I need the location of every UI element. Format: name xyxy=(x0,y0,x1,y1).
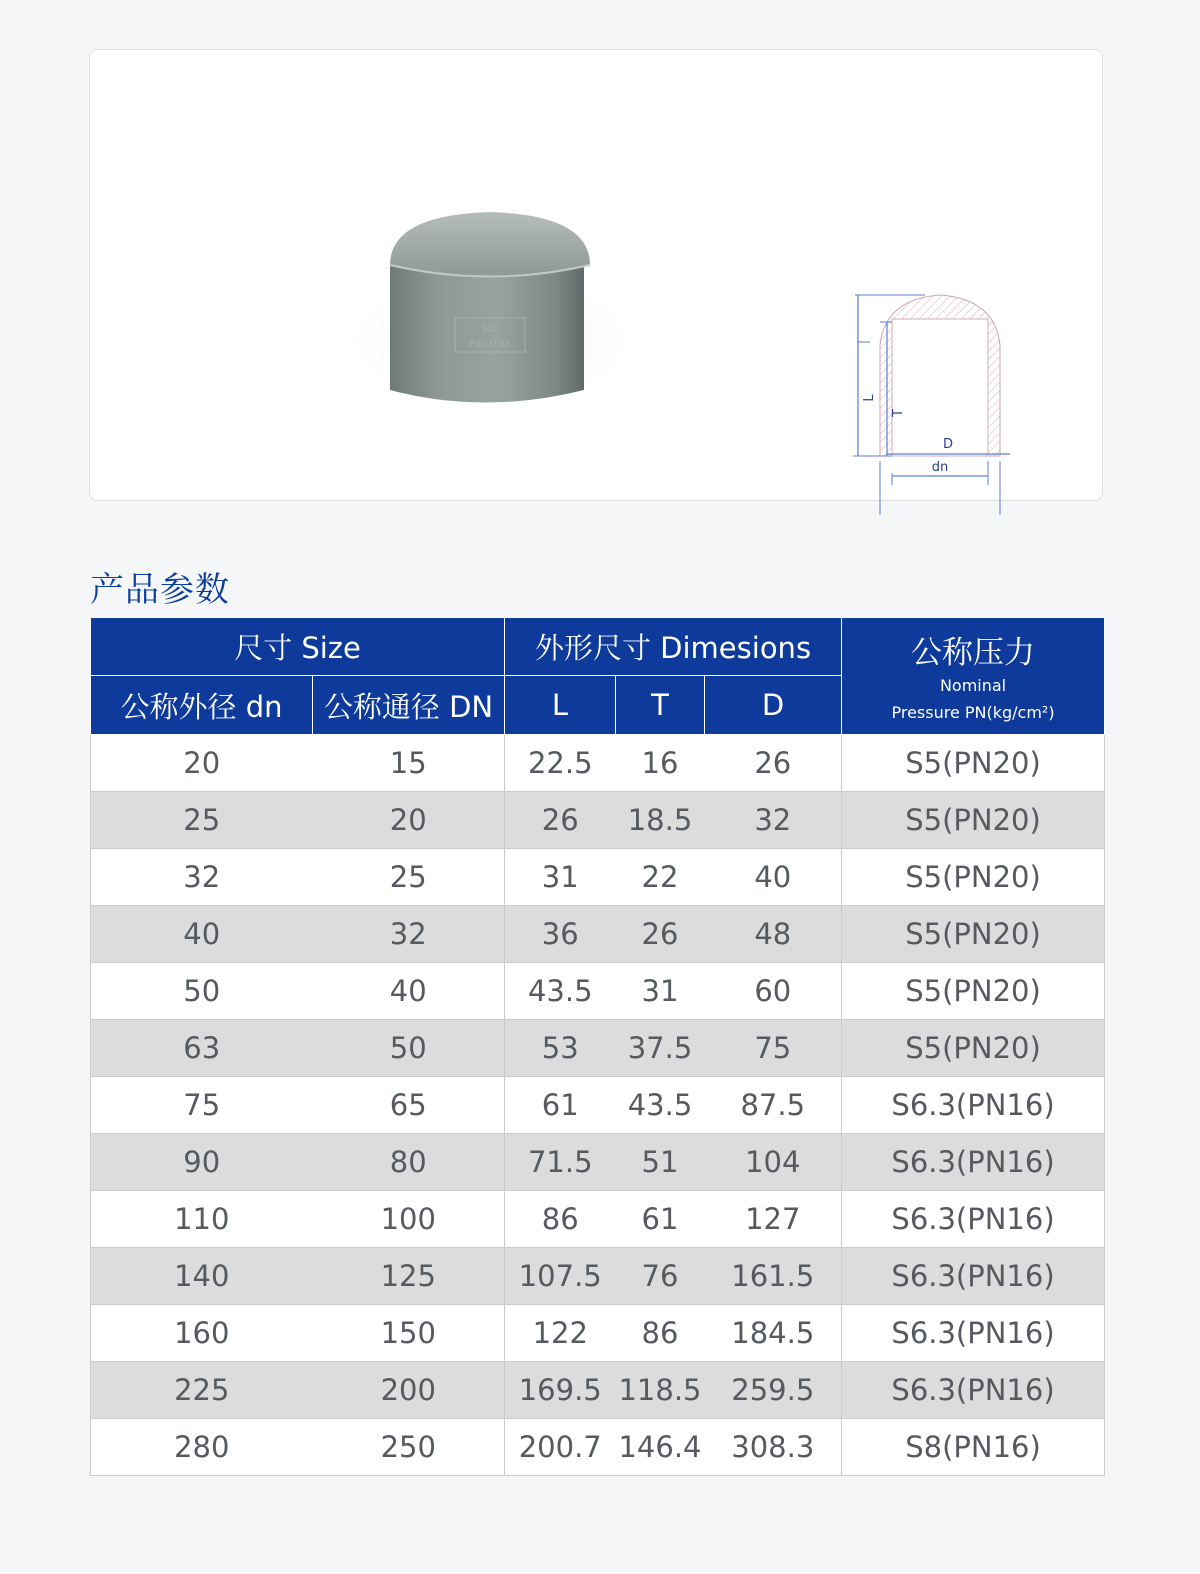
drawing-label-T: T xyxy=(891,409,906,417)
header-pressure-main: 公称压力 xyxy=(911,635,1036,671)
header-L: L xyxy=(505,676,616,735)
table-row xyxy=(91,1419,1105,1476)
cell-D: 26 xyxy=(705,735,842,792)
header-pressure-sub1: Nominal xyxy=(939,676,1007,695)
cell-dn: 280 xyxy=(91,1419,313,1476)
cell-dn: 63 xyxy=(91,1020,313,1077)
cell-L: 53 xyxy=(505,1020,616,1077)
cell-pressure: S5(PN20) xyxy=(842,1020,1105,1077)
cell-dn: 90 xyxy=(91,1134,313,1191)
drawing-D-dimension xyxy=(855,430,1035,470)
cell-DN: 250 xyxy=(313,1419,505,1476)
cell-L: 86 xyxy=(505,1191,616,1248)
cell-dn: 225 xyxy=(91,1362,313,1419)
cell-DN: 200 xyxy=(313,1362,505,1419)
table-row xyxy=(91,1077,1105,1134)
cell-pressure: S8(PN16) xyxy=(842,1419,1105,1476)
drawing-label-L: L xyxy=(862,394,877,402)
cell-D: 308.3 xyxy=(705,1419,842,1476)
cell-DN: 40 xyxy=(313,963,505,1020)
cell-pressure: S6.3(PN16) xyxy=(842,1248,1105,1305)
cell-D: 60 xyxy=(705,963,842,1020)
cell-dn: 20 xyxy=(91,735,313,792)
cell-L: 169.5 xyxy=(505,1362,616,1419)
cell-T: 37.5 xyxy=(616,1020,705,1077)
cell-dn: 140 xyxy=(91,1248,313,1305)
cell-L: 200.7 xyxy=(505,1419,616,1476)
cell-T: 86 xyxy=(616,1305,705,1362)
cell-dn: 160 xyxy=(91,1305,313,1362)
table-row xyxy=(91,1020,1105,1077)
cell-D: 48 xyxy=(705,906,842,963)
cell-DN: 125 xyxy=(313,1248,505,1305)
cell-D: 40 xyxy=(705,849,842,906)
cell-T: 51 xyxy=(616,1134,705,1191)
cell-pressure: S6.3(PN16) xyxy=(842,1305,1105,1362)
cell-pressure: S6.3(PN16) xyxy=(842,1134,1105,1191)
table-row xyxy=(91,735,1105,792)
cell-T: 22 xyxy=(616,849,705,906)
cell-DN: 80 xyxy=(313,1134,505,1191)
cell-dn: 25 xyxy=(91,792,313,849)
spec-table xyxy=(90,617,1105,1476)
cell-pressure: S6.3(PN16) xyxy=(842,1362,1105,1419)
photo-marking-top: MD xyxy=(482,325,498,335)
cell-L: 122 xyxy=(505,1305,616,1362)
header-D: D xyxy=(705,676,842,735)
cell-dn: 40 xyxy=(91,906,313,963)
cell-DN: 50 xyxy=(313,1020,505,1077)
cell-D: 87.5 xyxy=(705,1077,842,1134)
table-row xyxy=(91,963,1105,1020)
cell-D: 75 xyxy=(705,1020,842,1077)
cell-DN: 25 xyxy=(313,849,505,906)
cell-DN: 15 xyxy=(313,735,505,792)
cell-L: 22.5 xyxy=(505,735,616,792)
cell-L: 26 xyxy=(505,792,616,849)
cell-L: 36 xyxy=(505,906,616,963)
cell-pressure: S5(PN20) xyxy=(842,906,1105,963)
cell-dn: 50 xyxy=(91,963,313,1020)
cell-T: 43.5 xyxy=(616,1077,705,1134)
cell-DN: 100 xyxy=(313,1191,505,1248)
cell-pressure: S5(PN20) xyxy=(842,963,1105,1020)
header-dn: 公称外径 dn xyxy=(91,676,313,735)
header-dimensions-group: 外形尺寸 Dimesions xyxy=(505,618,842,676)
cell-T: 31 xyxy=(616,963,705,1020)
cell-T: 61 xyxy=(616,1191,705,1248)
cell-DN: 32 xyxy=(313,906,505,963)
cell-T: 118.5 xyxy=(616,1362,705,1419)
cell-L: 107.5 xyxy=(505,1248,616,1305)
cell-D: 259.5 xyxy=(705,1362,842,1419)
cell-pressure: S6.3(PN16) xyxy=(842,1077,1105,1134)
header-T: T xyxy=(616,676,705,735)
cell-T: 76 xyxy=(616,1248,705,1305)
table-row xyxy=(91,906,1105,963)
cell-L: 61 xyxy=(505,1077,616,1134)
table-row xyxy=(91,1362,1105,1419)
cell-D: 104 xyxy=(705,1134,842,1191)
cell-L: 43.5 xyxy=(505,963,616,1020)
table-row xyxy=(91,1134,1105,1191)
cell-D: 32 xyxy=(705,792,842,849)
cell-pressure: S5(PN20) xyxy=(842,735,1105,792)
cell-T: 146.4 xyxy=(616,1419,705,1476)
drawing-label-dn: dn xyxy=(931,460,949,475)
cell-dn: 75 xyxy=(91,1077,313,1134)
cell-T: 18.5 xyxy=(616,792,705,849)
table-row xyxy=(91,792,1105,849)
cell-T: 26 xyxy=(616,906,705,963)
cell-pressure: S5(PN20) xyxy=(842,792,1105,849)
header-pressure-sub2: Pressure PN(kg/cm²) xyxy=(891,703,1055,722)
cell-pressure: S6.3(PN16) xyxy=(842,1191,1105,1248)
table-row xyxy=(91,1191,1105,1248)
pvc-pipe-cap-photo xyxy=(340,170,640,430)
cell-T: 16 xyxy=(616,735,705,792)
header-pressure xyxy=(842,618,1105,735)
photo-marking: PVC-U S5 xyxy=(468,340,512,350)
table-row xyxy=(91,849,1105,906)
cell-dn: 32 xyxy=(91,849,313,906)
table-row xyxy=(91,1305,1105,1362)
cell-L: 71.5 xyxy=(505,1134,616,1191)
header-DN: 公称通径 DN xyxy=(313,676,505,735)
cell-DN: 150 xyxy=(313,1305,505,1362)
cell-D: 161.5 xyxy=(705,1248,842,1305)
table-row xyxy=(91,1248,1105,1305)
cell-D: 184.5 xyxy=(705,1305,842,1362)
cell-D: 127 xyxy=(705,1191,842,1248)
cell-DN: 20 xyxy=(313,792,505,849)
cell-L: 31 xyxy=(505,849,616,906)
cell-pressure: S5(PN20) xyxy=(842,849,1105,906)
cell-DN: 65 xyxy=(313,1077,505,1134)
section-title: 产品参数 xyxy=(90,570,230,610)
drawing-label-D: D xyxy=(942,437,954,452)
cell-dn: 110 xyxy=(91,1191,313,1248)
header-size-group: 尺寸 Size xyxy=(91,618,505,676)
